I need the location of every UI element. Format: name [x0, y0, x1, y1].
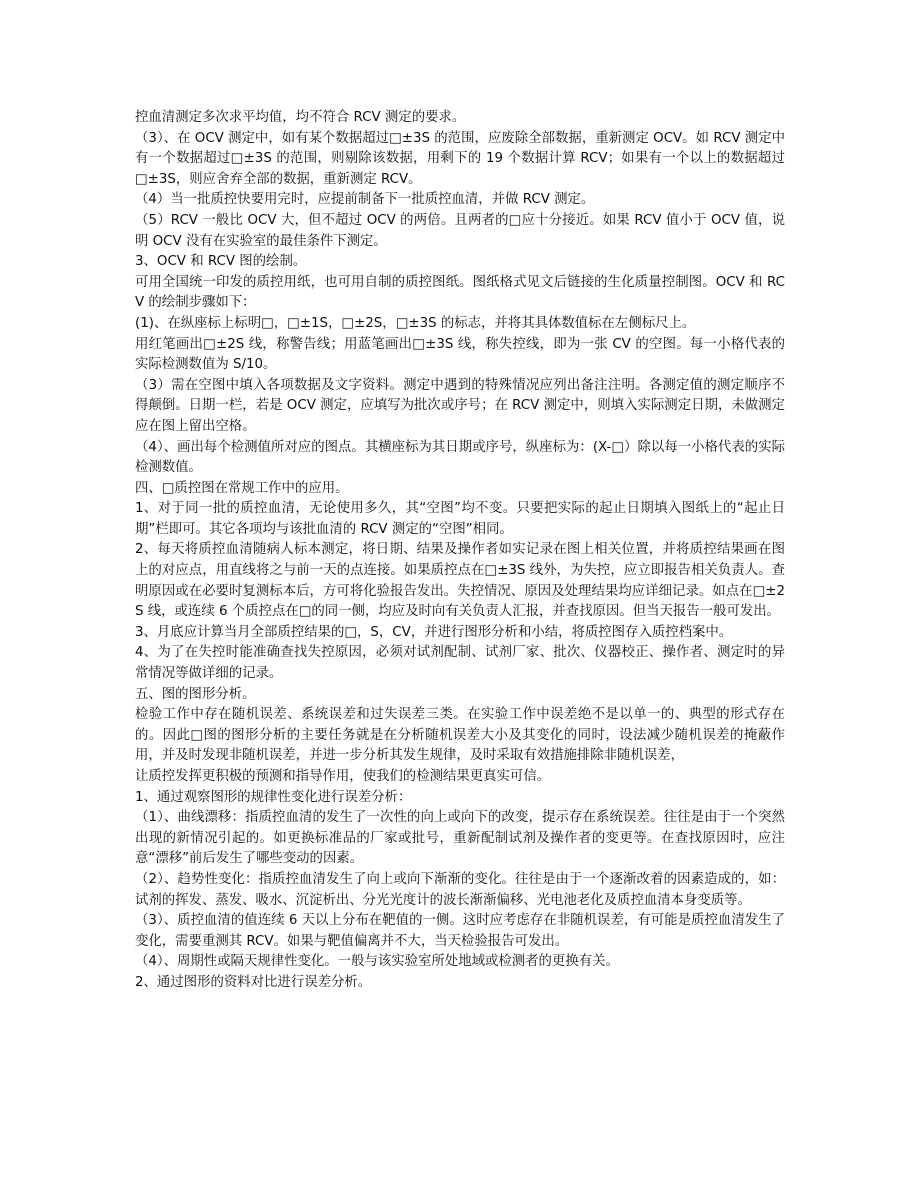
paragraph-chart-paper: 可用全国统一印发的质控用纸，也可用自制的质控图纸。图纸格式见文后链接的生化质量控制图。OCV 和 RCV 的绘制步骤如下： — [135, 274, 785, 311]
paragraph-step-4: （4）、画出每个检测值所对应的图点。其横座标为其日期或序号，纵座标为：(X-□）除以每一小格代表的实际检测数值。 — [135, 439, 785, 476]
paragraph-item-4: （4）当一批质控快要用完时，应提前制备下一批质控血清，并做 RCV 测定。 — [135, 192, 595, 208]
paragraph-intro: 控血清测定多次求平均值，均不符合 RCV 测定的要求。 — [135, 110, 466, 125]
paragraph-error-types: 检验工作中存在随机误差、系统误差和过失误差三类。在实验工作中误差绝不是以单一的、典型的形式存在的。因此□图的图形分析的主要任务就是在分析随机误差大小及其变化的同时，设法减少随机误差的掩蔽作用，并及时发现非随机误差，并进一步分析其发生规律，及时采取有效措施排除非随机误差， — [135, 707, 785, 764]
paragraph-one-side: （3）、质控血清的值连续 6 天以上分布在靶值的一侧。这时应考虑存在非随机误差，有可能是质控血清发生了变化，需要重测其 RCV。如果与靶值偏离并不大，当天检验报告可发出。 — [135, 913, 785, 949]
paragraph-step-1: (1)、在纵座标上标明□，□±1S，□±2S，□±3S 的标志，并将其具体数值标在左侧标尺上。 — [135, 315, 696, 331]
paragraph-usage-2: 2、每天将质控血清随病人标本测定，将日期、结果及操作者如实记录在图上相关位置，并将质控结果画在图上的对应点，用直线将之与前一天的点连接。如果质控点在□±3S 线外，为失控，应立即报告相关负责人。查明原因或在必要时复测标本后，方可将化验报告发出。失控情况、原因及处理结果均应详细记录。如点在□±2S 线，或连续 6 个质控点在□的同一侧，均应及时向有关负责人汇报，并查找原因。但当天报告一般可发出。 — [135, 542, 785, 620]
subheading-data-comparison: 2、通过图形的资料对比进行误差分析。 — [135, 974, 372, 990]
subheading-pattern-analysis: 1、通过观察图形的规律性变化进行误差分析： — [135, 789, 412, 805]
section-heading-5: 五、图的图形分析。 — [135, 686, 256, 702]
paragraph-usage-3: 3、月底应计算当月全部质控结果的□，S，CV，并进行图形分析和小结，将质控图存入质控档案中。 — [135, 624, 733, 640]
document-body — [135, 108, 785, 994]
paragraph-item-5: （5）RCV 一般比 OCV 大，但不超过 OCV 的两倍。且两者的□应十分接近。如果 RCV 值小于 OCV 值，说明 OCV 没有在实验室的最佳条件下测定。 — [135, 212, 785, 249]
section-heading-3: 3、OCV 和 RCV 图的绘制。 — [135, 254, 307, 270]
section-heading-4: 四、□质控图在常规工作中的应用。 — [135, 480, 349, 496]
paragraph-drift: （1）、曲线漂移：指质控血清的发生了一次性的向上或向下的改变，提示存在系统误差。往往是由于一个突然出现的新情况引起的。如更换标准品的厂家或批号，重新配制试剂及操作者的变更等。在查找原因时，应注意“漂移”前后发生了哪些变动的因素。 — [135, 810, 785, 867]
paragraph-usage-1: 1、对于同一批的质控血清，无论使用多久，其“空图”均不变。只要把实际的起止日期填入图纸上的“起止日期”栏即可。其它各项均与该批血清的 RCV 测定的“空图”相同。 — [135, 501, 785, 537]
paragraph-item-3: （3）、在 OCV 测定中，如有某个数据超过□±3S 的范围，应废除全部数据，重新测定 OCV。如 RCV 测定中有一个数据超过□±3S 的范围，则剔除该数据，用剩下的 19 个数据计算 RCV；如果有一个以上的数据超过□±3S，则应舍弃全部的数据，重新测定 RCV。 — [135, 130, 785, 187]
paragraph-trend: （2）、趋势性变化：指质控血清发生了向上或向下渐渐的变化。往往是由于一个逐渐改着的因素造成的，如：试剂的挥发、蒸发、吸水、沉淀析出、分光光度计的波长渐渐偏移、光电池老化及质控血清本身变质等。 — [135, 871, 785, 908]
paragraph-step-2: 用红笔画出□±2S 线，称警告线；用蓝笔画出□±3S 线，称失控线，即为一张 CV 的空图。每一小格代表的实际检测数值为 S/10。 — [135, 336, 785, 373]
paragraph-error-goal: 让质控发挥更积极的预测和指导作用，使我们的检测结果更真实可信。 — [135, 769, 551, 784]
paragraph-usage-4: 4、为了在失控时能准确查找失控原因，必须对试剂配制、试剂厂家、批次、仪器校正、操作者、测定时的异常情况等做详细的记录。 — [135, 645, 785, 682]
paragraph-step-3: （3）需在空图中填入各项数据及文字资料。测定中遇到的特殊情况应列出备注注明。各测定值的测定顺序不得颠倒。日期一栏，若是 OCV 测定，应填写为批次或序号；在 RCV 测定中，则填入实际测定日期，未做测定应在图上留出空格。 — [135, 377, 785, 434]
paragraph-periodic: （4）、周期性或隔天规律性变化。一般与该实验室所处地域或检测者的更换有关。 — [135, 954, 619, 970]
